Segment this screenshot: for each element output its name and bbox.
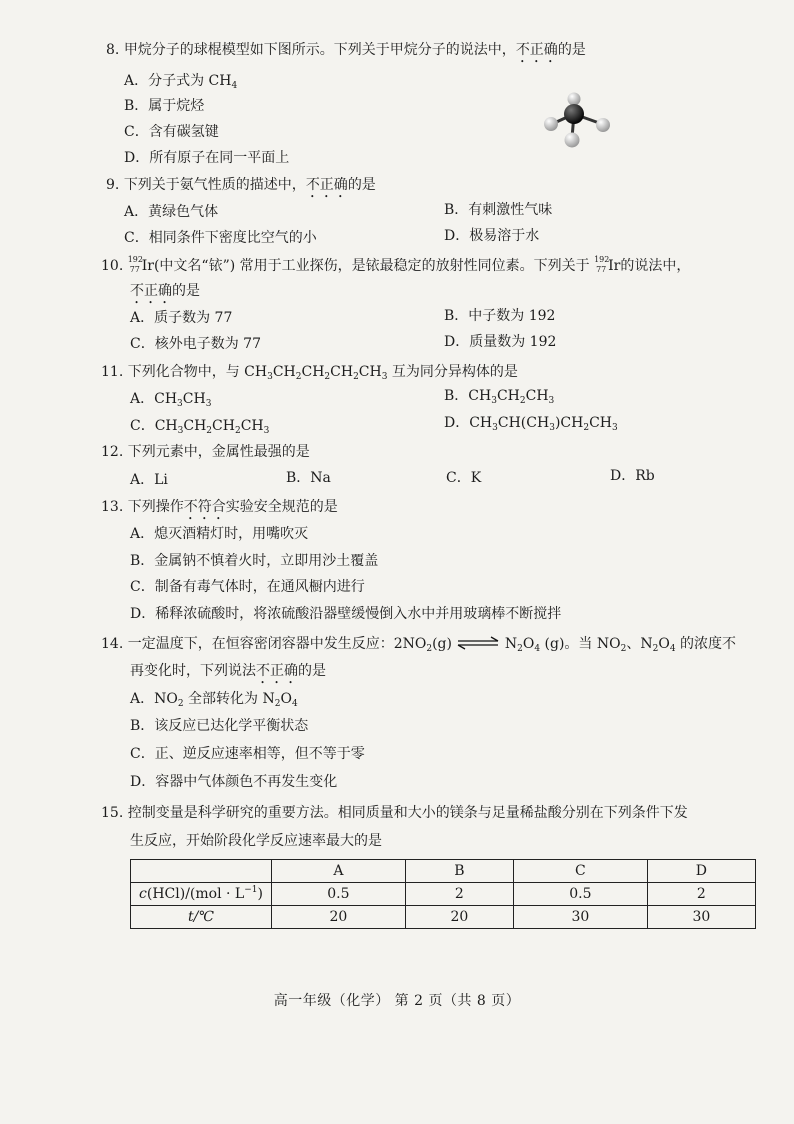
table-cell: 2	[405, 883, 513, 906]
question-15-stem-cont: 生反应，开始阶段化学反应速率最大的是	[130, 833, 382, 849]
page-footer: 高一年级（化学） 第 2 页（共 8 页）	[273, 993, 521, 1009]
isotope-notation: 192 77	[594, 255, 610, 274]
option-13a: A．熄灭酒精灯时，用嘴吹灭	[130, 526, 309, 542]
option-11d: D．$CH_3CH(CH_3)CH_2CH_3$	[444, 415, 618, 433]
methane-ball-stick-model	[540, 90, 614, 150]
question-number: 10.	[101, 258, 124, 274]
option-12d: D．Rb	[610, 468, 655, 484]
option-10b: B．中子数为 192	[444, 308, 556, 324]
option-8a: A．分子式为 $CH_4$	[124, 73, 238, 91]
emphasis-text: 不正确	[515, 42, 558, 58]
table-cell: 2	[647, 883, 755, 906]
table-cell: 20	[272, 906, 406, 929]
question-9-stem: 9. 下列关于氨气性质的描述中，不正确的是	[106, 177, 376, 193]
question-14-stem: 14. 一定温度下，在恒容密闭容器中发生反应：$2NO_2(g)$ $N_2O_4$ (g)。当 $NO_2$、$N_2O_4$ 的浓度不	[101, 636, 736, 654]
option-9a: A．黄绿色气体	[124, 204, 219, 220]
table-cell: 0.5	[513, 883, 647, 906]
option-14a: A．$NO_2$ 全部转化为 $N_2O_4$	[130, 691, 298, 709]
option-10d: D．质量数为 192	[444, 334, 557, 350]
option-10a: A．质子数为 77	[130, 310, 233, 326]
question-12-stem: 12. 下列元素中，金属性最强的是	[101, 444, 310, 460]
question-10-stem: 10. 192 77 Ir(中文名“铱”) 常用于工业探伤，是铱最稳定的放射性同位素。下列关于 192 77 Ir的说法中，	[101, 255, 691, 274]
option-14b: B．该反应已达化学平衡状态	[130, 718, 309, 734]
option-8c: C．含有碳氢键	[124, 124, 219, 140]
table-cell: 30	[647, 906, 755, 929]
table-row	[131, 906, 756, 929]
table-cell: 30	[513, 906, 647, 929]
isotope-notation: 192 77	[127, 255, 143, 274]
option-11a: A．$CH_3CH_3$	[130, 391, 212, 409]
option-9b: B．有刺激性气味	[444, 202, 553, 218]
table-row	[131, 883, 756, 906]
row-label: t/℃	[131, 906, 272, 929]
option-8d: D．所有原子在同一平面上	[124, 150, 290, 166]
option-13d: D．稀释浓硫酸时，将浓硫酸沿器壁缓慢倒入水中并用玻璃棒不断搅拌	[130, 606, 562, 622]
question-15-stem: 15. 控制变量是科学研究的重要方法。相同质量和大小的镁条与足量稀盐酸分别在下列条件下发	[101, 805, 688, 821]
table-header-cell: D	[647, 860, 755, 883]
question-10-stem-cont: 不正确的是	[130, 283, 200, 299]
table-header-row	[131, 860, 756, 883]
question-8-stem	[106, 40, 586, 66]
question-number: 9.	[106, 177, 120, 193]
option-8b: B．属于烷烃	[124, 98, 205, 114]
table-header-cell: B	[405, 860, 513, 883]
option-12c: C．K	[446, 470, 482, 486]
option-13b: B．金属钠不慎着火时，立即用沙土覆盖	[130, 553, 379, 569]
question-11-stem: 11. 下列化合物中，与 $CH_3CH_2CH_2CH_2CH_3$ 互为同分异构体的是	[101, 364, 518, 382]
table-header-cell: A	[272, 860, 406, 883]
row-label: $c(HCl)/(mol \cdot L^{-1})$	[131, 883, 272, 906]
option-9c: C．相同条件下密度比空气的小	[124, 230, 317, 246]
option-10c: C．核外电子数为 77	[130, 336, 261, 352]
conditions-table	[130, 859, 756, 929]
option-9d: D．极易溶于水	[444, 228, 540, 244]
reversible-arrow-icon	[456, 636, 500, 650]
option-14c: C．正、逆反应速率相等，但不等于零	[130, 746, 365, 762]
table-cell: 0.5	[272, 883, 406, 906]
option-14d: D．容器中气体颜色不再发生变化	[130, 774, 338, 790]
table-header-cell: C	[513, 860, 647, 883]
question-number: 8.	[106, 42, 120, 58]
stem-text: 的是	[557, 42, 586, 58]
option-13c: C．制备有毒气体时，在通风橱内进行	[130, 579, 365, 595]
stem-text: 甲烷分子的球棍模型如下图所示。下列关于甲烷分子的说法中，	[123, 42, 516, 58]
question-13-stem: 13. 下列操作不符合实验安全规范的是	[101, 499, 338, 515]
option-11b: B．$CH_3CH_2CH_3$	[444, 388, 555, 406]
table-cell: 20	[405, 906, 513, 929]
option-12a: A．Li	[130, 472, 168, 488]
question-14-stem-cont: 再变化时，下列说法不正确的是	[130, 663, 326, 679]
option-12b: B．Na	[286, 470, 331, 486]
option-11c: C．$CH_3CH_2CH_2CH_3$	[130, 418, 270, 436]
